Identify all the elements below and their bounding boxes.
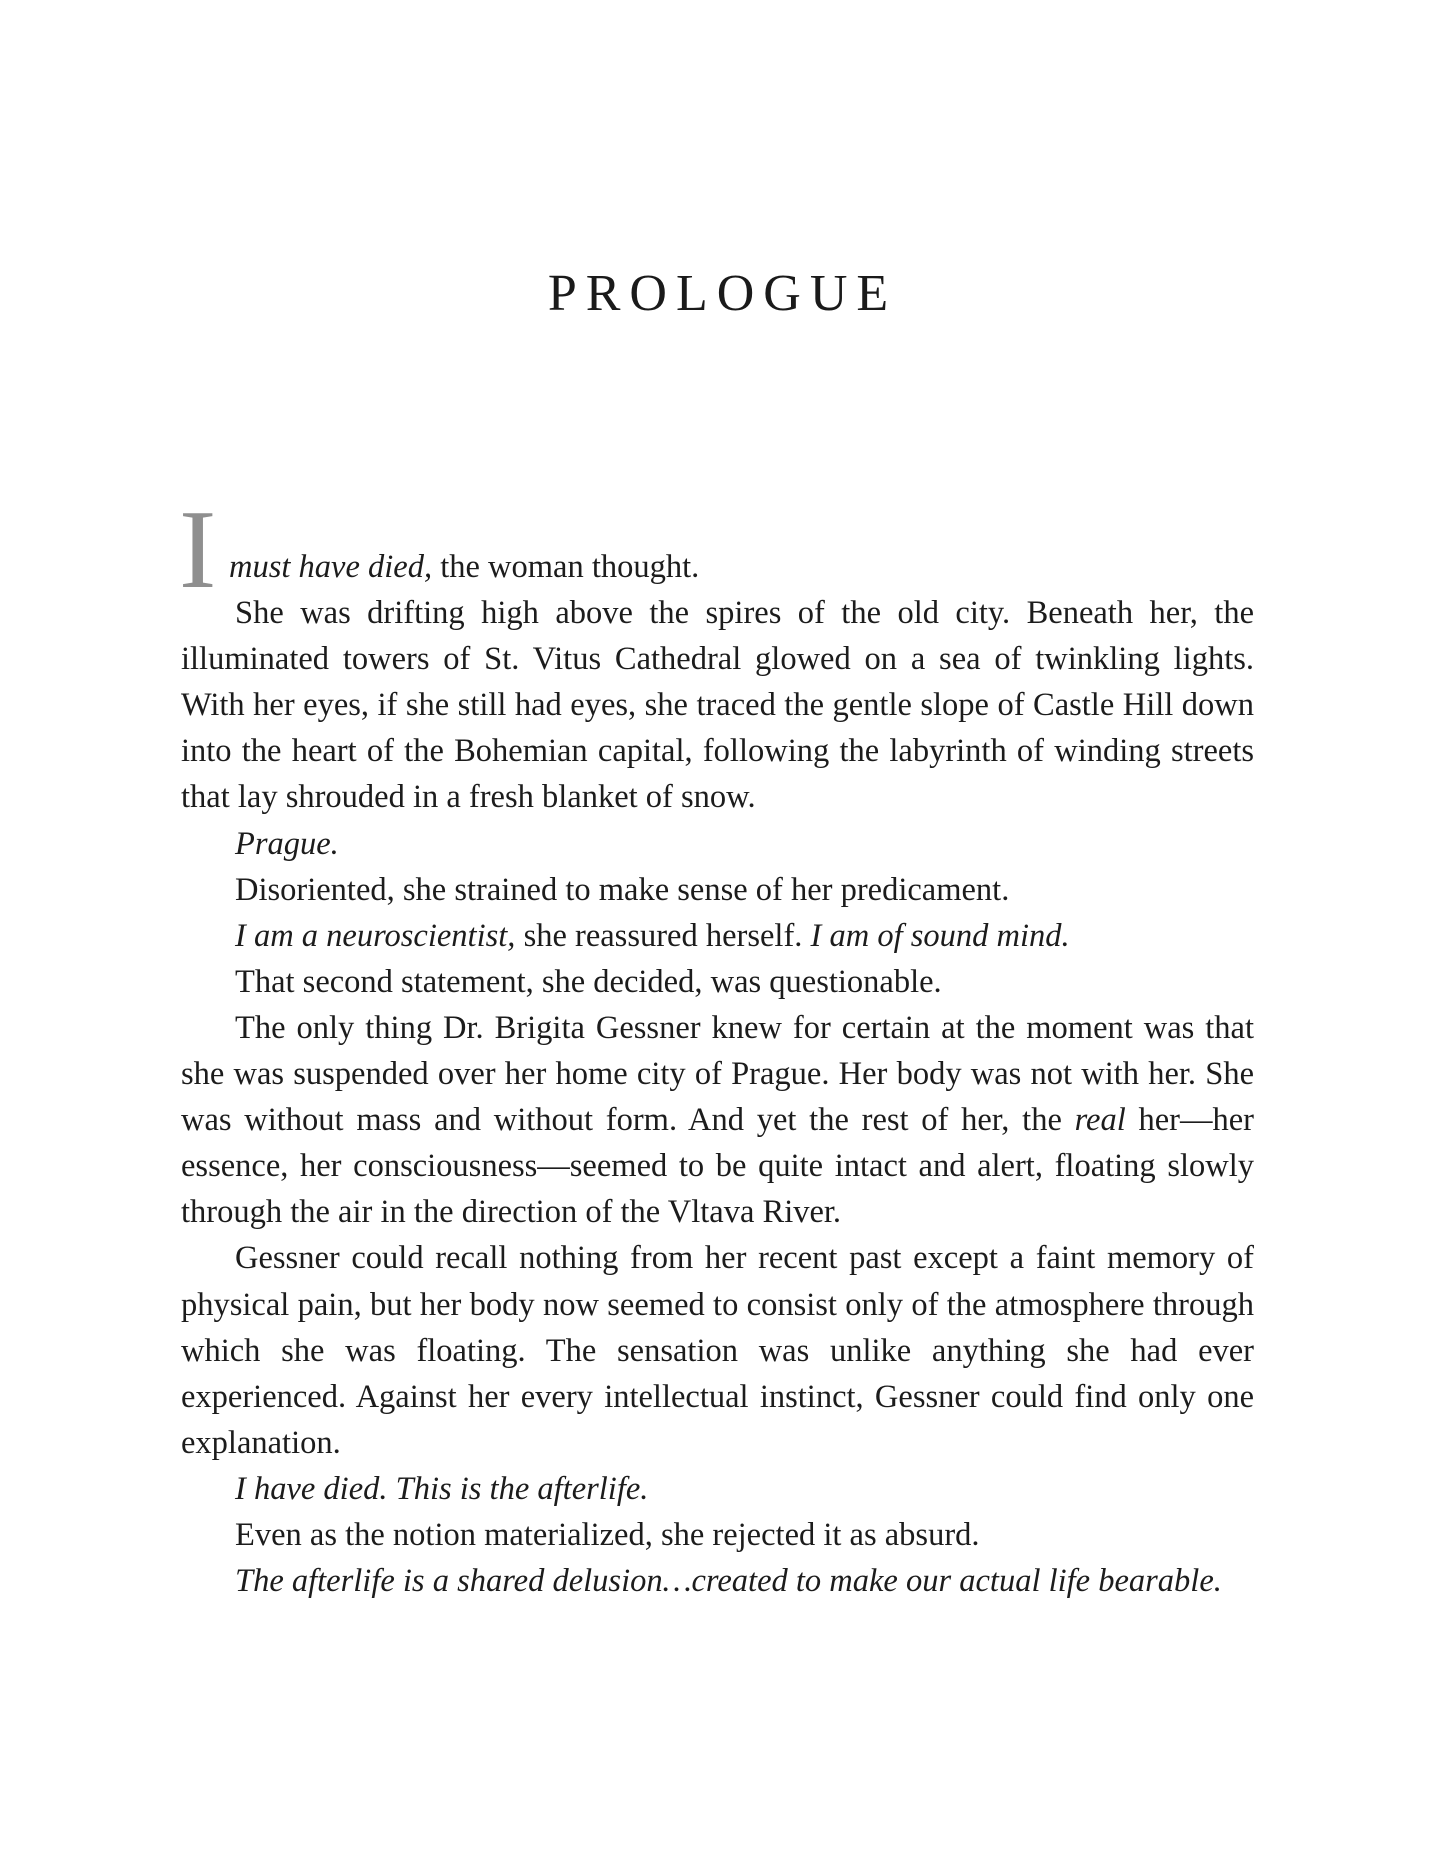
italic-phrase: must have died, [229, 549, 433, 585]
paragraph-text: her—her essence, her consciousness—seemed to be quite intact and alert, floating slowly through the air in the direction of the Vltava River. [181, 1102, 1255, 1231]
paragraph-2: She was drifting high above the spires of the old city. Beneath her, the illuminated towers of St. Vitus Cathedral glowed on a sea of twinkling lights. With her eyes, if she still had eyes, she traced the gentle slope of Castle Hill down into the heart of the Bohemian capital, following the labyrinth of winding streets that lay shrouded in a fresh blanket of snow. [181, 595, 1254, 816]
italic-phrase: The afterlife is a shared delusion…created to make our actual life bearable. [235, 1563, 1222, 1600]
chapter-title: PROLOGUE [547, 265, 898, 322]
paragraph-9 [181, 1466, 1254, 1512]
paragraph-text: she reassured herself. [515, 917, 811, 954]
paragraph-1 [179, 488, 1254, 612]
italic-phrase: Prague. [235, 825, 339, 862]
body-text [179, 488, 1255, 1604]
paragraph-11 [181, 1558, 1254, 1604]
paragraph-7 [181, 1005, 1254, 1235]
drop-cap: I [179, 488, 217, 612]
paragraph-8: Gessner could recall nothing from her recent past except a faint memory of physical pain, but her body now seemed to consist only of the atmosphere through which she was floating. The sensation was unlike anything she had ever experienced. Against her every intellectual instinct, Gessner could find only one explanation. [181, 1240, 1254, 1461]
paragraph-5 [181, 913, 1254, 959]
paragraph-10: Even as the notion materialized, she rejected it as absurd. [235, 1516, 980, 1553]
paragraph-3 [181, 821, 1254, 867]
italic-phrase: I have died. This is the afterlife. [235, 1470, 649, 1507]
italic-phrase: real [1074, 1102, 1126, 1139]
paragraph-4: Disoriented, she strained to make sense of her predicament. [235, 871, 1010, 908]
paragraph-text: The only thing Dr. Brigita Gessner knew for certain at the moment was that she was suspended over her home city of Prague. Her body was not with her. She was without mass and without form. And yet the rest of her, the [181, 1009, 1254, 1139]
paragraph-6: That second statement, she decided, was questionable. [235, 963, 942, 1000]
paragraph-text: the woman thought. [432, 549, 700, 585]
italic-phrase: I am a neuroscientist, [235, 917, 516, 954]
italic-phrase: I am of sound mind. [810, 917, 1070, 954]
